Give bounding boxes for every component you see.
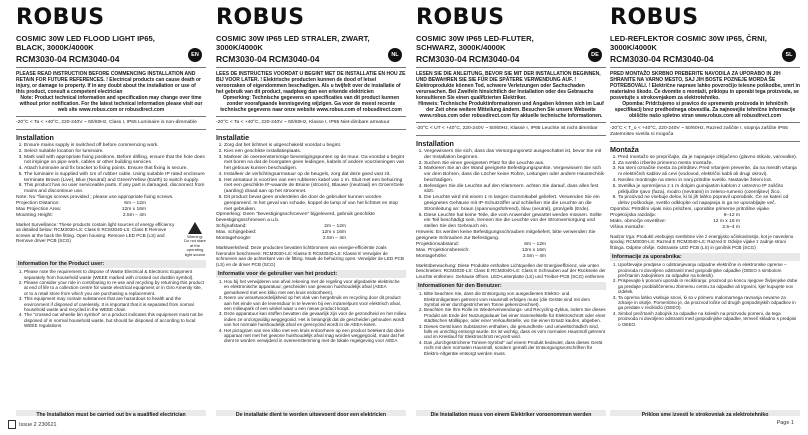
info-item: 1. Hou bij het verwijderen van afval rekening met de regeling voor afgedankte elektrische en elektronische apparatuur, gescheiden van gewoon huishoudelijk afval (AEEA gemarkeerd met een kliko met een kruis erdoorheen).	[224, 279, 406, 295]
spec-row	[216, 236, 346, 242]
fixing-note: Opomba: Pritrdilni vijaki niso priloženi, uporabite primerne pritrdilne vijake.	[610, 206, 771, 212]
info-heading: Informatie voor de gebruiker van het product:	[216, 270, 406, 278]
divider	[16, 129, 206, 130]
info-list	[610, 262, 800, 327]
column-footer: Die Installation muss von einem Elektriker vorgenommen werden	[416, 410, 606, 416]
step: 3. Na steni označite mesta za pritrditev. Pred vrtanjem preverite, da na mestih vrtanja ni električnih kablov ali cevi (vodovod, električni kabli ali drugi okrovi).	[618, 166, 800, 178]
info-list	[16, 269, 206, 328]
market-surveillance	[16, 222, 206, 258]
page-number: Page 1	[776, 420, 794, 426]
spec-value: 2.5m – 4m	[122, 212, 146, 218]
step: 3. Mark wall with appropriate fixing positions. Before drilling, ensure that the hole does not impinge on pipe work, cables or other building services	[24, 155, 206, 167]
warning-triangle-icon	[184, 222, 206, 258]
marking-text: Marktüberwachung: Diese Produkte enthalten Lichtquellen der Energieeffizienz, wie unten beschrieben: RCM3030-LS: Class E RCM3040-LS: Class E Schrauben auf der Rückseite der Leuchte entfernen. Gehäuse öffnen. LED-Leiterplatte (LS) und Treiber-PCB (SCG) entfernen	[416, 262, 606, 279]
market-surveillance	[610, 234, 800, 251]
step: 6. Dit product bevat geen onderdelen die door de gebruiker kunnen worden gerepareerd. In het geval van schade, koppel de lamp af van het lichtnet en stop met gebruiken.	[224, 195, 406, 212]
installation-steps	[216, 143, 406, 213]
step: 2. Kies een geschikte installatieplaats.	[224, 149, 406, 155]
spec-value: 6m – 12m	[524, 241, 546, 247]
info-list	[216, 279, 406, 344]
language-badge: NL	[388, 48, 402, 62]
spec-list	[16, 201, 146, 219]
installation-heading: Montaža	[610, 144, 639, 154]
market-surveillance	[216, 245, 406, 267]
divider	[216, 129, 406, 130]
safety-warning: PRED MONTAŽO SKRBNO PREBERITE NAVODILA ZA UPORABO IN JIH SHRANITE NA VARNO MESTO, SAJ JIH BOSTE POZNEJE MORDA ŠE POTREBOVALI. ! Električne naprave lahko povzročijo telesne poškodbe, smrt in materialno škodo. Če dvomite o montaži, priklopu in uporabi tega proizvoda, se posvetujte s strokovnjakom za elektrotehniko.	[610, 71, 800, 101]
step: 4. Nosilec montirajte na steno in nanj pritrdite svetilo. Nastavite želeni kot.	[618, 178, 800, 184]
step: 5. Svetilka je opremljena z 1 m dolgim gumijastim kablom z ustrezno IP zaščito priključite rjavo (faza), modro (nevtralni) in zeleno-rumeno (ozemljitev) žico.	[618, 184, 800, 196]
language-badge: DE	[588, 48, 602, 62]
step: 2. Za svetilo izberite primerno mesto montaže.	[618, 161, 800, 167]
safety-warning: PLEASE READ INSTRUCTION BEFORE COMMENCING INSTALLATION AND RETAIN FOR FUTURE REFERENCES. ! Electrical products can cause death or injury, or damage to property. If in any doubt about the installation or use of this product, consult a competent electrician	[16, 71, 201, 95]
spec-value: 12m x 16m	[121, 206, 146, 212]
spec-key: Montagehöhe:	[416, 253, 448, 259]
column-footer: De installatie dient te worden uitgevoerd door een elektricien	[216, 410, 406, 416]
spec-value: 12m x 16m	[321, 230, 346, 236]
column-footer: The Installation must be carried out by a qualified electrician	[16, 410, 206, 416]
spec-list	[216, 224, 346, 242]
spec-row	[416, 254, 546, 260]
warning-caption: Warning: Do not stare at the operating light source	[184, 233, 206, 257]
divider	[416, 135, 606, 136]
robus-logo: ROBUS	[416, 6, 505, 30]
technical-note: Opmerking: Technische gegevens en specificaties van dit product kunnen zonder voorafgaande kennisgeving wijzigen. Ga voor de meest recente technische gegevens naar onze website www.robus.com of robusdirect.com	[220, 95, 402, 113]
product-title: COSMIC 30W IP65 LED-FLUTER, SCHWARZ, 3000K/4000K	[416, 34, 534, 52]
step: 5. The luminaire is supplied with 1m of rubber cable. Using suitable IP rated enclosure terminate Brown (Live), Blue (Neutral) and Green/Yellow (Earth) to switch supply.	[24, 172, 206, 184]
product-codes: RCM3030-04 RCM3040-04	[16, 54, 120, 64]
step: 1. Zorg dat het lichtnet is uitgeschakeld voordat u begint.	[224, 143, 406, 149]
step: 6. Diese Leuchte hat keine Teile, die vom Anwender gewartet werden müssen. Sollte ein Teil beschädigt sein, trennen Sie die Leuchte von der Stromversorgung und stellen Sie den Gebrauch ein.	[424, 213, 606, 230]
technical-note: Note: Product technical information and specification may change over time without prior notification. For the latest technical information please visit our web site www.robus.com or robusdirect.com	[19, 95, 203, 113]
step: 2. Suchen Sie einen geeigneten Platz für die Leuchte aus.	[424, 161, 606, 167]
info-item: 3. Deze apparatuur kan stoffen bevatten die gevaarlijk zijn voor de gezondheid en het milieu indien ze onzorgvuldig weggegooid. Het is belangrijk dat de gescheiden gehouden wordt van het normale huishoudelijk afval en gerecycled wordt in de AEEA-keten.	[224, 311, 406, 327]
product-title: COSMIC 30W LED FLOOD LIGHT IP65, BLACK, 3000K/4000K	[16, 34, 155, 52]
spec-value: 2.5m – 4m	[522, 253, 546, 259]
step: 1. Vergewissern Sie sich, dass das Versorgungsnetz ausgeschaltet ist, bevor Sie mit der Installation beginnen.	[424, 149, 606, 161]
divider	[416, 67, 606, 68]
spec-row	[16, 213, 146, 219]
divider	[610, 122, 800, 123]
step: 1. Pred montažo se prepričajte, da je napajanje izključeno (glavno stikalo, varovalke).	[618, 155, 800, 161]
spec-key: Schijnafstand:	[216, 224, 247, 230]
step: 3. Markieren Sie an der Wand geeignete Befestigungspunkte. Vergewissern Sie sich vor dem Bohren, dass die Löcher keine Rohre, Leitungen oder andere Haustechnik beschädigen.	[424, 166, 606, 183]
info-item: 4. Das „durchgestrichene Tonnen-Symbol" auf einem Produkt bedeutet, dass dieses Gerät nicht mit dem normalen Hausmüll, sondern gemäß der Entsorgungsvorschriften für Elektro-Altgeräte entsorgt werden muss.	[424, 340, 606, 356]
step: 5. Die Leuchte wird mit einem 1 m langen Gummikabel geliefert. Verwenden Sie ein geeignetes Gehäuse mit IP-Schutzziffer und schließen Sie die Leuchte an die Stromleitung an: braun (spannungsführend), blau (neutral), grün/gelb (Erde).	[424, 195, 606, 212]
column-footer: Priklop sme izvesti le strokovnjak za elektrotehniko	[610, 410, 800, 416]
info-heading: Informacije za uporabnika:	[610, 253, 800, 261]
step: 6. Ta proizvod ne vsebuje delov, ki bi jih lahko popravil uporabnik. Če se kateri od delov poškoduje, svetilo odklopite od napajanja in ga ne uporabljajte več.	[618, 195, 800, 207]
spec-value: 6–12 m	[723, 212, 740, 218]
step: 4. Installeer de verlichtingsarmatuur op de beugels, zorg dat deze goed vast zit.	[224, 172, 406, 178]
installation-heading: Installation	[416, 138, 454, 148]
step: 1. Ensure mains supply is switched off before commencing work.	[24, 143, 206, 149]
info-item: 4. Simbol prečrtanih zabojnik za odpadke na kolesih na proizvodu pomeni, da tega proizvoda ni dovoljeno odstraniti med gospodinjske odpadke, temveč skladno s predpisi o OEEO.	[618, 311, 800, 327]
spec-value: 6m – 12m	[124, 200, 146, 206]
robus-logo: ROBUS	[216, 6, 305, 30]
spec-value: 12 m x 16 m	[713, 218, 740, 224]
spec-key: Projekcijska razdalja:	[610, 212, 656, 218]
spec-list	[610, 213, 740, 231]
product-codes: RCM3030-04 RCM3040-04	[416, 54, 520, 64]
spec-key: Montagehoogte:	[216, 236, 252, 242]
product-codes: RCM3030-04 RCM3040-04	[216, 54, 320, 64]
spec-key: Mounting Height:	[16, 212, 53, 218]
safety-warning: LESEN SIE DIE ANLEITUNG, BEVOR SIE MIT DER INSTALLATION BEGINNEN, UND BEWAHREN SIE SIE FÜR DIE SPÄTERE VERWENDUNG AUF. ! Elektroprodukte können Tod, schwere Verletzungen oder Sachschaden verursachen. Bei Zweifeln hinsichtlich der Installation oder des Gebrauchs konsultieren Sie einen qualifizierten Elektriker.	[416, 71, 601, 101]
spec-key: Projection Distance:	[16, 200, 60, 206]
spec-value: 2.5m – 4m	[322, 236, 346, 242]
divider	[610, 67, 800, 68]
step: 4. Attach luminaire and fix bracket to fixing points. Ensure that fixing is secure.	[24, 166, 206, 172]
issue-label	[8, 420, 57, 429]
divider	[416, 122, 606, 123]
environment-spec: -20°C < Ta < +40°C, 220-240V ~ 50/60Hz, Class I, IP65 Luminaire is non-dimmable	[16, 120, 197, 125]
environment-spec: -20°C < UT < +40°C, 220-240V ~ 50/60Hz, Klasse I, IP65 Leuchte ist nicht dimmbar	[416, 126, 598, 131]
market-surveillance	[416, 263, 606, 280]
info-list	[416, 291, 606, 356]
column-sl	[610, 6, 800, 416]
product-title: COSMIC 30W IP65 LED STRALER, ZWART, 3000K/4000K	[216, 34, 370, 52]
spec-key: Max Projection Area:	[16, 206, 62, 212]
installation-heading: Installatie	[216, 132, 250, 142]
info-item: 2. Prispevajte k ponovni uporabi in recikliranju: proizvod po koncu njegove življenjske dobe ga predajte pooblaščenemu zbirnemu centru za odpadke ali trgovini, kjer kupujete nov izdelek.	[618, 278, 800, 294]
robus-logo: ROBUS	[610, 6, 699, 30]
info-item: 2. Beachten Sie Ihre Rolle im Wiederverwendungs- und Recycling-Zyklus, indem Sie dieses Produkt am Ende der Nutzungsdauer bei einer Sammelstelle für Elektroschrott oder einer städtischen Müllkippe, oder einer Verkaufsstelle, wo Sie einen Ersatz kaufen, abgeben.	[424, 307, 606, 323]
environment-spec: -20°C < Ta < +40°C, 220-240V ~ 50/60Hz, Klasse I, IP65 Niet-dimbare armatuur	[216, 120, 390, 125]
fixing-note: Hinweis: Es werden keine Befestigungsschrauben mitgeliefert, bitte verwenden Sie geeignete Schrauben zur Befestigung.	[416, 230, 596, 241]
info-item: 3. Ta oprema lahko vsebuje snovi, ki so v primeru malomarnega ravnanja nevarne za zdravje in okolje. Pomembno je, da proizvod ločite od drugih gospodinjskih odpadkov in ga predate v reciklažo (OEEO).	[618, 295, 800, 311]
divider	[610, 141, 800, 142]
info-item: 1. Upoštevajte predpise o odstranjevanju odpadne električne in elektronske opreme – proizvoda ni dovoljeno odstraniti med gospodinjske odpadke (OEEO s simbolom prečrtanim zabojnikom za odpadke na kolesih).	[618, 262, 800, 278]
spec-row	[610, 225, 740, 231]
info-item: 2. Please consider your role in contributing to re-use and recycling by returning this product at end of life to a collection centre for waste electrical equipment or in Giro Amenity site, or to a retail store from which you are purchasing a replacement.	[24, 280, 206, 296]
column-en	[16, 6, 206, 416]
weee-bin-icon	[8, 420, 16, 429]
column-nl	[216, 6, 406, 416]
info-item: 1. Bitte beachten Sie, dass die Entsorgung von ausgedienten Elektro- und Elektronikgeräten getrennt vom Hausmüll erfolgen muss (die Geräte sind mit dem Symbol einer durchgestrichenen Tonne gekennzeichnet).	[424, 291, 606, 307]
fixing-note: Opmerking: Geen "bevestigingsschroeven" bijgeleverd, gebruik geschikte bevestigingsschroeven a.u.b.	[216, 212, 375, 224]
spec-key: Max. Projektionsbereich:	[416, 247, 470, 253]
issue-text: Issue 2 230621	[19, 421, 57, 428]
installation-steps	[610, 155, 800, 207]
marking-text: Market Surveillance: These products contain light sources of energy efficiency as detailed below: RCM3030-LS: Class E RCM3040-LS: Class E Remove screws at the back the fitting. Open housing. Remove LED PCB (LS) and Remove driver PCB (SCG)	[16, 221, 175, 244]
spec-value: 12m x 16m	[521, 247, 546, 253]
info-item: 2. Neem uw verantwoordelijkheid op het vlak van hergebruik en recycling door dit product aan het einde van de levensduur in te leveren bij een inzamelpunt voor elektrisch afval, een milieupark of een winkel waar u een nieuw product koopt.	[224, 295, 406, 311]
marking-text: Nadzor trga: Produkti vsebujejo svetlobne vire z energijsko učinkovitostjo, kot je navedeno spodaj: RCM3030-LS: Razred E RCM3040-LS: Razred E Odvijte vijake z zadnje strani fittinga. Odprite ohišje. Odstranite LED PCB (LS) in gonilnik PCB (SCG)	[610, 233, 794, 250]
column-de	[416, 6, 606, 416]
technical-note: Hinweis: Technische Produktinformationen und Angaben können sich im Lauf der Zeit ohne weitere Mitteilung ändern. Besuchen Sie unsere Webseite www.robus.com oder robusdirect.com für aktuelle technische Informationen.	[418, 101, 604, 119]
info-item: 4. Het pictogram van een kliko met een kruis erdoorheen op een product betekent dat deze apparaat niet met het gewone huishoudelijk afval mag worden weggegooid, maar dat het dient te worden verwijderd in overeenstemming met de lokale regelgeving voor AEEA	[224, 328, 406, 344]
spec-value: 2.5–4 m	[722, 224, 740, 230]
step: 6. This product has no user serviceable parts. If any part is damaged, disconnect from mains and discontinue use.	[24, 183, 206, 195]
product-codes: RCM3030-04 RCM3040-04	[610, 54, 714, 64]
environment-spec: -20°C < T_o < +40°C, 220-240V ~ 50/60Hz, Razred zaščite I, stopnja zaščite IP65 Zatemnitev svetila ni mogoča	[610, 126, 788, 137]
spec-key: Višina montaže:	[610, 224, 645, 230]
info-item: 3. Dieses Gerät kann Substanzen enthalten, die gesundheits- und umweltschädlich sind, falls es unrichtig entsorgt wurde. Es ist wichtig, dass es vom normalen Hausmüll getrennt und im Kreislauf für Elektroschrott recycelt wird.	[424, 324, 606, 340]
spec-key: Maks. območje osvetlitve:	[610, 218, 666, 224]
info-heading: Informationen für den Benutzer:	[416, 282, 606, 290]
divider	[16, 67, 206, 68]
spec-list	[416, 242, 546, 260]
step: 4. Befestigen Sie die Leuchte auf den Klammern. achten Sie darauf, dass alles fest sitzt.	[424, 184, 606, 196]
info-item: 3. This equipment may contain substances that are hazardous to health and the environment if disposed of carelessly. It is important that it is separated from normal household waste and recycled in the WEEE chain	[24, 296, 206, 312]
installation-steps	[16, 143, 206, 195]
step: 2. Select suitable location for luminaire.	[24, 149, 206, 155]
language-badge: EN	[188, 48, 202, 62]
info-item: 4. The "crossed out wheelie bin symbol" on a product indicates this equipment must not be disposed of in normal household waste, but should be disposed of according to local WEEE regulations	[24, 312, 206, 328]
robus-logo: ROBUS	[16, 6, 105, 30]
installation-steps	[416, 149, 606, 230]
divider	[216, 116, 406, 117]
divider	[216, 67, 406, 68]
technical-note: Opomba: Pridržujemo si pravico do sprememb proizvoda in tehničnih specifikacij brez predhodnega obvestila. Za najnovejše tehnične informacije obiščite našo spletno stran www.robus.com ali robusdirect.com	[614, 101, 796, 119]
step: 3. Markeer de overeenstemmige bevestigingspunten op de muur. Ga voordat u begint met boren na dat de boorgaten geen leidingen, kabels of andere voorzieningen van het gebouw kunnen beschadigen.	[224, 155, 406, 172]
installation-heading: Installation	[16, 132, 54, 142]
fixing-note: Note: No "fixings screws provided ; please use appropriate fixing screws.	[16, 195, 174, 201]
marking-text: Marktwerksheid: Deze producten bevatten lichtbronnen van energie-efficiëntie zoals hieronder beschreven: RCM3030-LS: Klasse E RCM3040-LS: Klasse E Verwijder de schroeven aan de achterkant van de fitting. Maak de behuizing open. Verwijder de LED PCB (LS) en de driver PCB (SCG)	[216, 245, 404, 267]
spec-value: 2m – 12m	[324, 224, 346, 230]
product-title: LED-REFLEKTOR COSMIC 30W IP65, ČRNI, 3000K/4000K	[610, 34, 767, 52]
safety-warning: LEES DE INSTRUCTIES VOORDAT U BEGINT MET DE INSTALLATIE EN HOU ZE BIJ VOOR LATER. ! Elektrische producten kunnen de dood of letsel veroorzaken of eigendommen beschadigen. Als u twijfelt over de installatie of het gebruik van dit product, raadpleeg dan een erkende elektricien	[216, 71, 406, 95]
info-heading: Information for the Product user:	[16, 260, 206, 268]
spec-key: Max. schijngebied:	[216, 230, 257, 236]
spec-key: Projektionsabstand:	[416, 241, 459, 247]
info-item: 1. Please note the requirement to dispose of Waste Electrical & Electronic Equipment separately from household waste (WEEE marked with crossed out dustbin symbol).	[24, 269, 206, 280]
language-badge: SL	[782, 48, 796, 62]
step: 5. Het armatuur is voorzien van een rubberen kabel van 1 m. Sluit met een behuizing met een geschikte IP-waarde de Bruine (stroom), Blauwe (neutraal) en Groen/Gele (aarding) draad aan op het stroomnet.	[224, 178, 406, 195]
divider	[16, 116, 206, 117]
